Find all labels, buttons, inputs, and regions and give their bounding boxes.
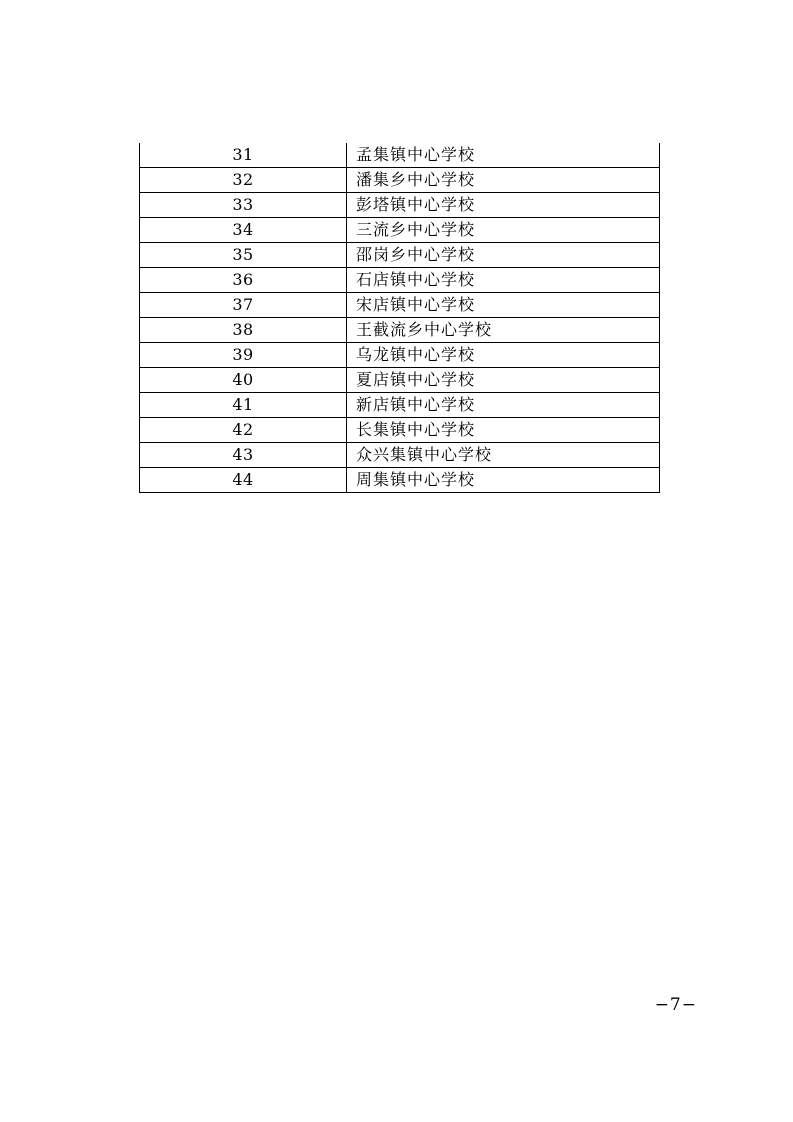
- table-row: [140, 343, 660, 368]
- school-name: 宋店镇中心学校: [347, 293, 660, 318]
- school-name: 石店镇中心学校: [347, 268, 660, 293]
- row-number: 31: [140, 143, 347, 168]
- table-row: [140, 418, 660, 443]
- school-name: 新店镇中心学校: [347, 393, 660, 418]
- school-name: 孟集镇中心学校: [347, 143, 660, 168]
- table-row: [140, 393, 660, 418]
- school-list-body: [140, 143, 660, 493]
- row-number: 42: [140, 418, 347, 443]
- row-number: 40: [140, 368, 347, 393]
- table-row: [140, 218, 660, 243]
- row-number: 33: [140, 193, 347, 218]
- row-number: 44: [140, 468, 347, 493]
- row-number: 36: [140, 268, 347, 293]
- row-number: 35: [140, 243, 347, 268]
- school-name: 周集镇中心学校: [347, 468, 660, 493]
- school-name: 长集镇中心学校: [347, 418, 660, 443]
- row-number: 43: [140, 443, 347, 468]
- table-row: [140, 293, 660, 318]
- table-row: [140, 443, 660, 468]
- row-number: 41: [140, 393, 347, 418]
- table-row: [140, 468, 660, 493]
- school-name: 夏店镇中心学校: [347, 368, 660, 393]
- row-number: 32: [140, 168, 347, 193]
- school-name: 乌龙镇中心学校: [347, 343, 660, 368]
- table-row: [140, 243, 660, 268]
- school-name: 潘集乡中心学校: [347, 168, 660, 193]
- school-name: 三流乡中心学校: [347, 218, 660, 243]
- row-number: 38: [140, 318, 347, 343]
- page-number: −7−: [654, 995, 697, 1015]
- school-name: 彭塔镇中心学校: [347, 193, 660, 218]
- school-name: 众兴集镇中心学校: [347, 443, 660, 468]
- table-row: [140, 318, 660, 343]
- table-row: [140, 368, 660, 393]
- table-row: [140, 268, 660, 293]
- school-name: 邵岗乡中心学校: [347, 243, 660, 268]
- row-number: 39: [140, 343, 347, 368]
- table-row: [140, 168, 660, 193]
- table-row: [140, 193, 660, 218]
- school-name: 王截流乡中心学校: [347, 318, 660, 343]
- row-number: 34: [140, 218, 347, 243]
- table-row: [140, 143, 660, 168]
- row-number: 37: [140, 293, 347, 318]
- school-list-table: [139, 143, 660, 493]
